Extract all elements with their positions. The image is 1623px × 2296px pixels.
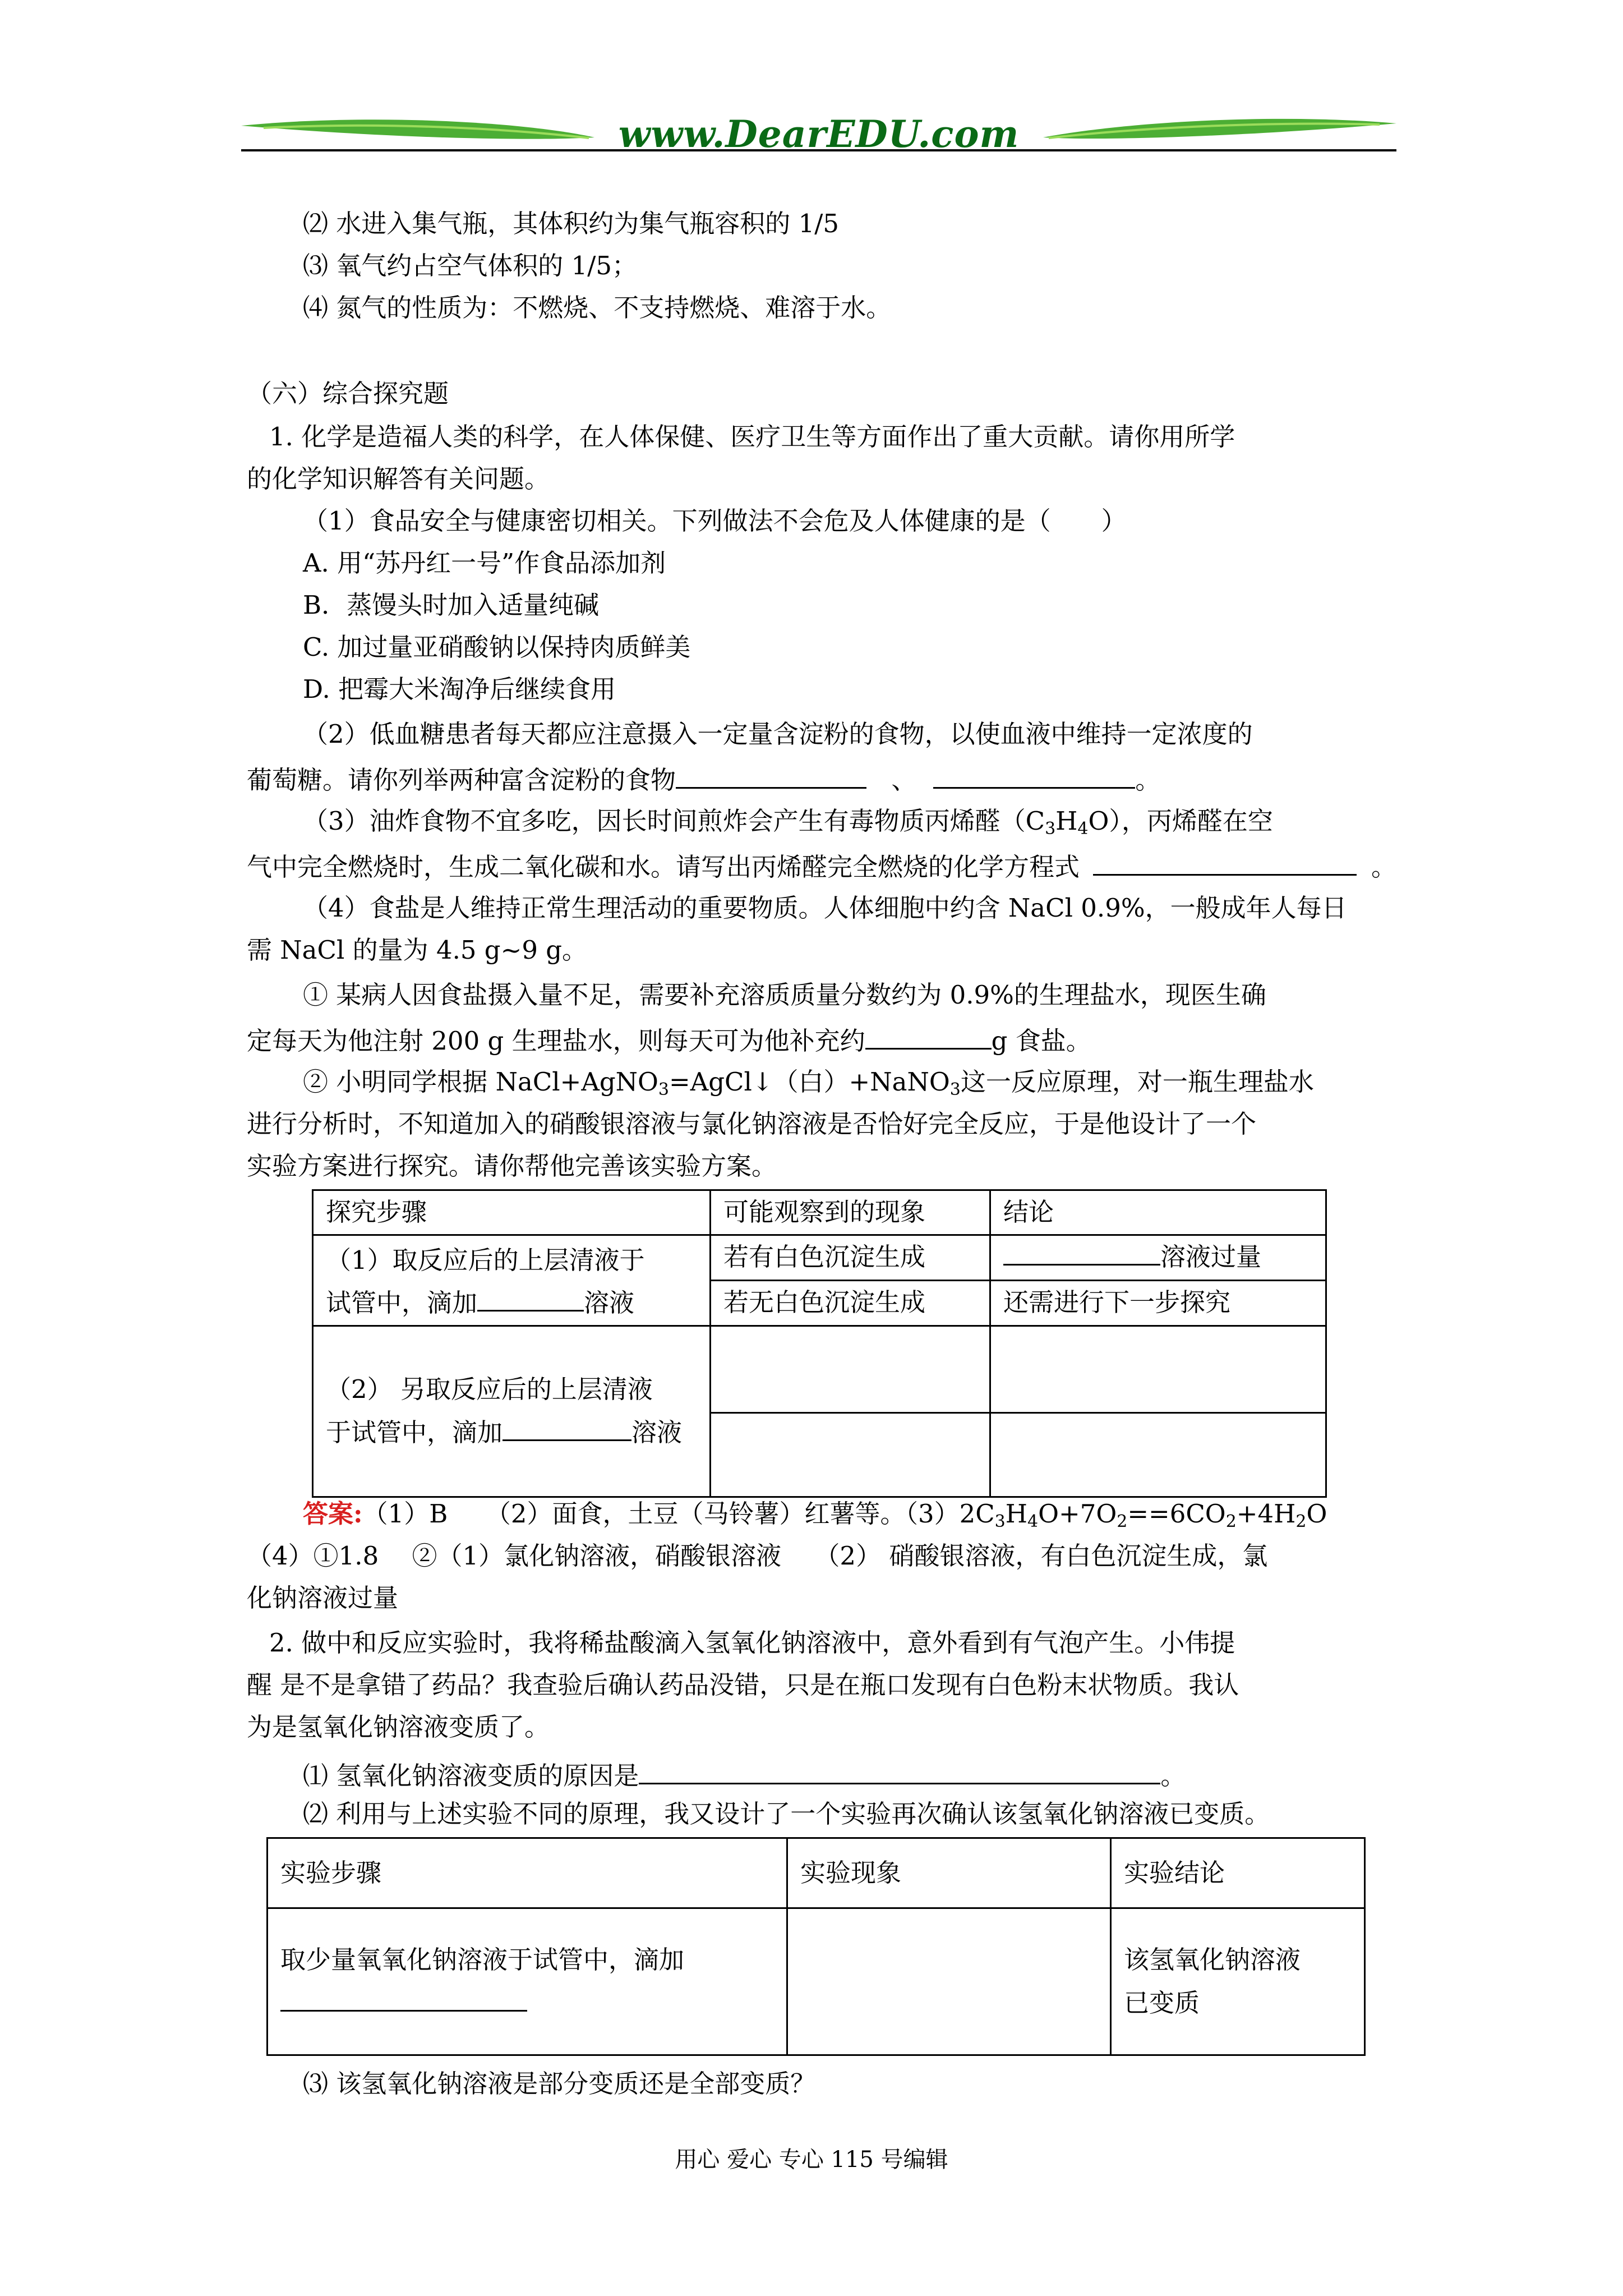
- q2-line1: 2. 做中和反应实验时，我将稀盐酸滴入氢氧化钠溶液中，意外看到有气泡产生。小伟提: [269, 1628, 1235, 1658]
- q1-intro-line2: 的化学知识解答有关问题。: [247, 464, 550, 494]
- page-footer: 用心 爱心 专心 115 号编辑: [675, 2147, 948, 2173]
- experiment-table-2: [266, 1837, 1366, 2056]
- t1-conclusion-3[interactable]: [990, 1326, 1326, 1412]
- experiment-table-1: [312, 1189, 1327, 1498]
- q1-option-a: A. 用“苏丹红一号”作食品添加剂: [303, 548, 666, 578]
- t2-header-conclusion: 实验结论: [1111, 1838, 1365, 1908]
- q1-answer-line1: 答案:（1）B （2）面食，土豆（马铃薯）红薯等。$(3)2C_3H_4O+7O_2==6CO_2+4H_2O$: [303, 1499, 1327, 1531]
- t2-reagent-blank[interactable]: [280, 1984, 527, 2012]
- top-item-3: ⑶ 氧气约占空气体积的 1/5；: [303, 251, 638, 280]
- q1-sub2-line1: ② 小明同学根据 NaCl+AgNO$_3$=AgCl↓（白）+NaNO$_3$这一反应原理，对一瓶生理盐水: [303, 1067, 1314, 1099]
- t1-phenomenon-4[interactable]: [711, 1412, 990, 1497]
- t1-excess-blank[interactable]: [1003, 1238, 1160, 1266]
- t2-phenomenon[interactable]: [787, 1908, 1111, 2055]
- t1-step1-reagent-blank[interactable]: [477, 1284, 584, 1312]
- t1-header-phenomena: 可能观察到的现象: [711, 1190, 990, 1235]
- top-item-4: ⑷ 氮气的性质为：不燃烧、不支持燃烧、难溶于水。: [303, 293, 892, 323]
- site-logo-text: www.DearEDU.com: [618, 112, 1020, 156]
- t1-conclusion-2: 还需进行下一步探究: [990, 1280, 1326, 1326]
- top-item-2: ⑵ 水进入集气瓶，其体积约为集气瓶容积的 1/5: [303, 209, 840, 238]
- answer-label: 答案:: [303, 1499, 363, 1529]
- q1-sub1-line2: 定每天为他注射 200 g 生理盐水，则每天可为他补充约 g 食盐。: [247, 1022, 1091, 1056]
- starch-food-blank-1[interactable]: [676, 761, 866, 789]
- section-title: （六）综合探究题: [247, 379, 449, 408]
- salt-amount-blank[interactable]: [865, 1022, 992, 1050]
- t1-conclusion-4[interactable]: [990, 1412, 1326, 1497]
- q1-part1: （1）食品安全与健康密切相关。下列做法不会危及人体健康的是（ ）: [303, 506, 1127, 536]
- q1-answer-line2: （4）①1.8 ②（1）氯化钠溶液，硝酸银溶液 （2） 硝酸银溶液，有白色沉淀生成，氯: [247, 1541, 1268, 1571]
- q2-part1: ⑴ 氢氧化钠溶液变质的原因是 。: [303, 1757, 1186, 1791]
- q1-part3-line1: （3）油炸食物不宜多吃，因长时间煎炸会产生有毒物质丙烯醛$(C_3H_4O)$，丙烯醛在空: [303, 806, 1273, 839]
- q1-sub1-line1: ① 某病人因食盐摄入量不足，需要补充溶质质量分数约为 0.9%的生理盐水，现医生确: [303, 980, 1266, 1010]
- q1-part2-line2: 葡萄糖。请你列举两种富含淀粉的食物 、 。: [247, 761, 1160, 795]
- q1-option-c: C. 加过量亚硝酸钠以保持肉质鲜美: [303, 632, 691, 662]
- q1-part2-line1: （2）低血糖患者每天都应注意摄入一定量含淀粉的食物，以使血液中维持一定浓度的: [303, 719, 1253, 749]
- t1-header-steps: 探究步骤: [313, 1190, 711, 1235]
- t1-phenomenon-1: 若有白色沉淀生成: [711, 1235, 990, 1280]
- q2-part3: ⑶ 该氢氧化钠溶液是部分变质还是全部变质？: [303, 2069, 816, 2099]
- q2-part2: ⑵ 利用与上述实验不同的原理，我又设计了一个实验再次确认该氢氧化钠溶液已变质。: [303, 1799, 1270, 1829]
- t1-step2: （2） 另取反应后的上层清液 于试管中，滴加 溶液: [313, 1326, 711, 1497]
- q1-option-b: B．蒸馒头时加入适量纯碱: [303, 590, 600, 620]
- t2-header-phenomena: 实验现象: [787, 1838, 1111, 1908]
- equation-blank[interactable]: [1093, 848, 1357, 876]
- q1-intro-line1: 1. 化学是造福人类的科学，在人体保健、医疗卫生等方面作出了重大贡献。请你用所学: [269, 422, 1235, 452]
- q1-option-d: D. 把霉大米淘净后继续食用: [303, 674, 616, 704]
- q1-part3-line2: 气中完全燃烧时，生成二氧化碳和水。请写出丙烯醛完全燃烧的化学方程式 。: [247, 848, 1396, 882]
- t1-conclusion-1: 溶液过量: [990, 1235, 1326, 1280]
- deterioration-reason-blank[interactable]: [639, 1757, 1160, 1784]
- t1-step1: （1）取反应后的上层清液于 试管中，滴加 溶液: [313, 1235, 711, 1326]
- q2-line3: 为是氢氧化钠溶液变质了。: [247, 1712, 550, 1742]
- t1-header-conclusion: 结论: [990, 1190, 1326, 1235]
- starch-food-blank-2[interactable]: [933, 761, 1135, 789]
- q1-answer-line3: 化钠溶液过量: [247, 1583, 399, 1613]
- q1-sub2-line3: 实验方案进行探究。请你帮他完善该实验方案。: [247, 1151, 777, 1181]
- t1-step2-reagent-blank[interactable]: [502, 1414, 631, 1441]
- q2-line2: 醒 是不是拿错了药品？我查验后确认药品没错，只是在瓶口发现有白色粉末状物质。我认: [247, 1670, 1239, 1700]
- t1-phenomenon-2: 若无白色沉淀生成: [711, 1280, 990, 1326]
- t1-phenomenon-3[interactable]: [711, 1326, 990, 1412]
- q1-sub2-line2: 进行分析时，不知道加入的硝酸银溶液与氯化钠溶液是否恰好完全反应，于是他设计了一个: [247, 1109, 1257, 1139]
- page-header: [241, 107, 1396, 163]
- t2-header-steps: 实验步骤: [268, 1838, 787, 1908]
- t2-conclusion: 该氢氧化钠溶液 已变质: [1111, 1908, 1365, 2055]
- q1-part4-line2: 需 NaCl 的量为 4.5 g~9 g。: [247, 935, 588, 965]
- q1-part4-line1: （4）食盐是人维持正常生理活动的重要物质。人体细胞中约含 NaCl 0.9%，一般成年人每日: [303, 893, 1347, 923]
- t2-step: 取少量氧氧化钠溶液于试管中，滴加: [268, 1908, 787, 2055]
